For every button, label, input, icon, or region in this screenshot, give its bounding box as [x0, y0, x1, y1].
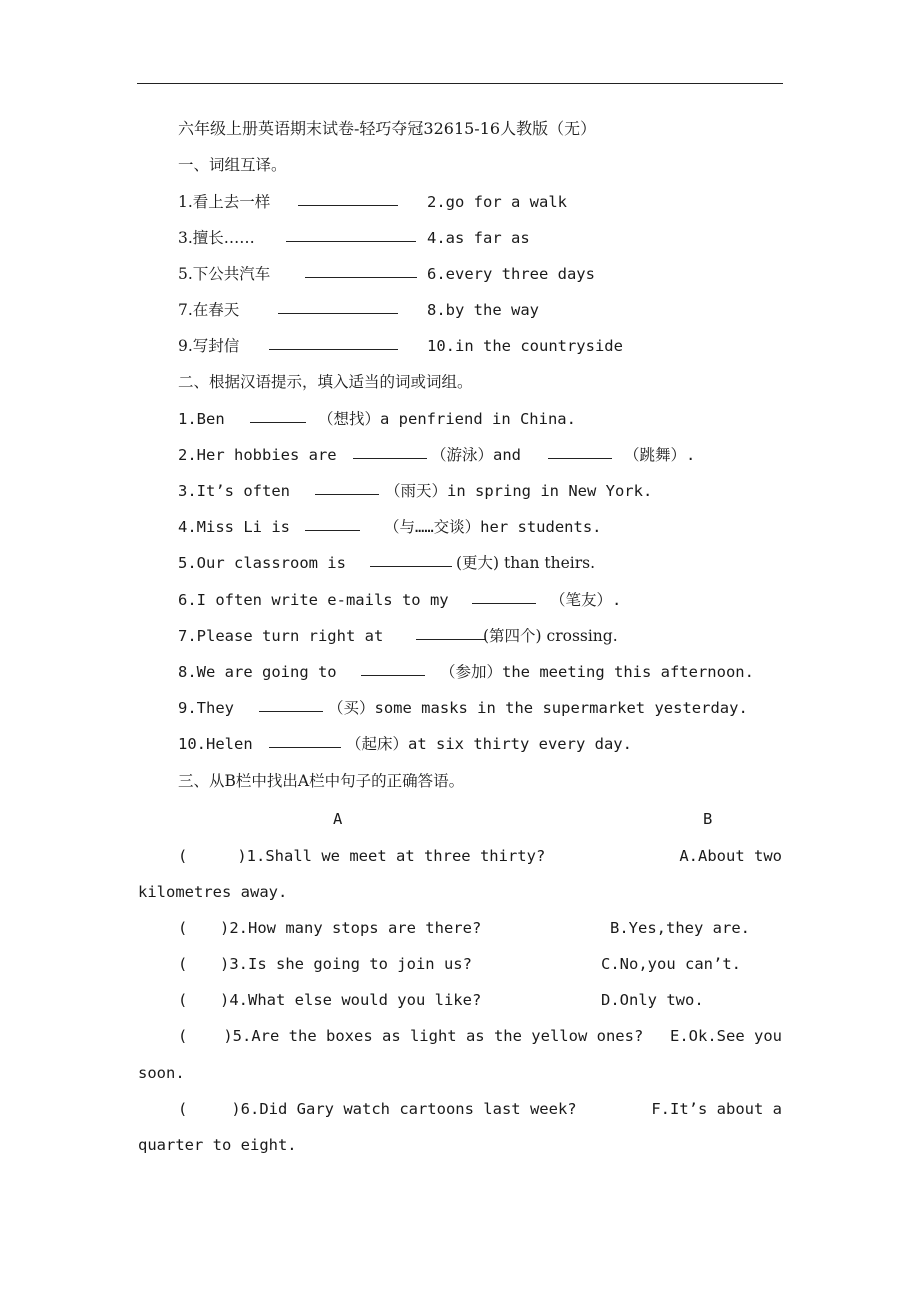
answer-paren[interactable]: ( [178, 1027, 188, 1045]
answer-blank[interactable] [305, 263, 417, 278]
answer-blank[interactable] [416, 625, 486, 640]
s3-item-1: ( )1.Shall we meet at three thirty? A.About two [178, 847, 782, 865]
header-rule [137, 83, 783, 84]
s3-item-1-cont: kilometres away. [138, 883, 288, 901]
s1-row-1: 1.看上去一样 2.go for a walk [178, 193, 567, 211]
answer-blank[interactable] [305, 516, 360, 531]
answer-blank[interactable] [548, 444, 612, 459]
s2-q6: 6.I often write e-mails to my （笔友）. [178, 591, 622, 609]
s3-item-3: ( )3.Is she going to join us? C.No,you can’t. [178, 955, 741, 973]
s2-q8: 8.We are going to （参加）the meeting this afternoon. [178, 663, 754, 681]
s2-q10: 10.Helen （起床）at six thirty every day. [178, 735, 632, 753]
s1-row-2: 3.擅长…… 4.as far as [178, 229, 530, 247]
s1-row-4: 7.在春天 8.by the way [178, 301, 539, 319]
answer-blank[interactable] [259, 697, 323, 712]
s1-row-5: 9.写封信 10.in the countryside [178, 337, 623, 355]
page-title: 六年级上册英语期末试卷-轻巧夺冠32615-16人教版（无） [178, 119, 597, 138]
answer-blank[interactable] [353, 444, 427, 459]
s3-item-5-cont: soon. [138, 1064, 185, 1082]
answer-paren[interactable]: ( [178, 847, 188, 865]
answer-blank[interactable] [315, 480, 379, 495]
section1-heading: 一、词组互译。 [178, 156, 287, 174]
s2-q2: 2.Her hobbies are （游泳）and （跳舞）. [178, 446, 696, 464]
answer-blank[interactable] [286, 227, 416, 242]
answer-blank[interactable] [298, 191, 398, 206]
s3-item-5: ( )5.Are the boxes as light as the yellow ones? E.Ok.See you [178, 1027, 782, 1045]
column-a-header: A [333, 810, 343, 828]
s3-item-4: ( )4.What else would you like? D.Only two. [178, 991, 704, 1009]
answer-paren[interactable]: ( [178, 955, 188, 973]
s2-q3: 3.It’s often （雨天）in spring in New York. [178, 482, 653, 500]
answer-paren[interactable]: ( [178, 1100, 188, 1118]
s2-q7: 7.Please turn right at (第四个) crossing. [178, 627, 618, 645]
s2-q5: 5.Our classroom is (更大) than theirs. [178, 554, 596, 572]
answer-blank[interactable] [250, 408, 306, 423]
answer-blank[interactable] [370, 552, 452, 567]
answer-blank[interactable] [269, 733, 341, 748]
column-b-header: B [703, 810, 713, 828]
answer-paren[interactable]: ( [178, 919, 188, 937]
s3-item-6: ( )6.Did Gary watch cartoons last week? F.It’s about a [178, 1100, 782, 1118]
s3-item-6-cont: quarter to eight. [138, 1136, 297, 1154]
answer-blank[interactable] [472, 589, 536, 604]
answer-blank[interactable] [278, 299, 398, 314]
s2-q1: 1.Ben （想找）a penfriend in China. [178, 410, 576, 428]
section2-heading: 二、根据汉语提示，填入适当的词或词组。 [178, 373, 473, 391]
section3-heading: 三、从B栏中找出A栏中句子的正确答语。 [178, 772, 465, 790]
s2-q9: 9.They （买）some masks in the supermarket yesterday. [178, 699, 748, 717]
answer-blank[interactable] [269, 335, 398, 350]
answer-blank[interactable] [361, 661, 425, 676]
s2-q4: 4.Miss Li is （与……交谈）her students. [178, 518, 602, 536]
s1-row-3: 5.下公共汽车 6.every three days [178, 265, 595, 283]
s3-item-2: ( )2.How many stops are there? B.Yes,they are. [178, 919, 750, 937]
answer-paren[interactable]: ( [178, 991, 188, 1009]
